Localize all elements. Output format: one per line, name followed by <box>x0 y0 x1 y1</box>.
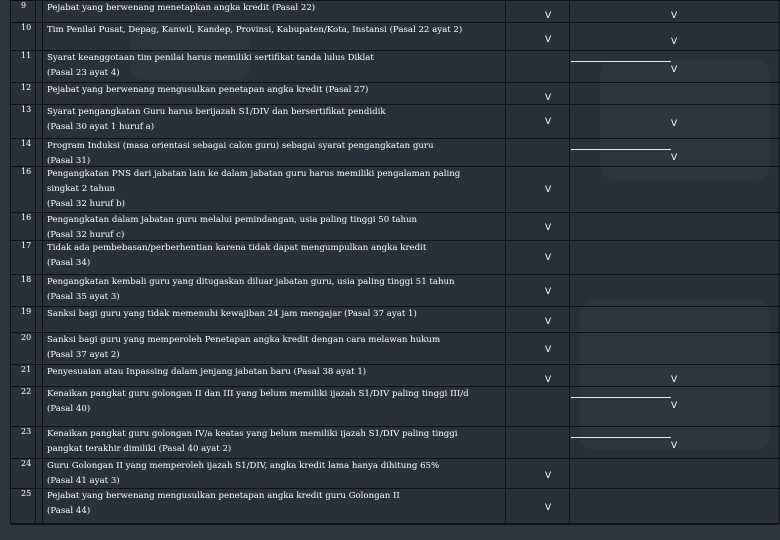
description-line: pangkat terakhir dimiliki (Pasal 40 ayat 2) <box>47 444 232 454</box>
row-description <box>47 1 502 16</box>
check-mark-col2: V <box>671 65 678 75</box>
table-row <box>11 241 779 275</box>
row-description <box>47 23 502 38</box>
check-mark-col1: V <box>545 35 552 45</box>
requirements-table <box>10 0 780 524</box>
description-line: Kenaikan pangkat guru golongan IV/a keatas yang belum memiliki ijazah S1/DIV paling tinggi <box>47 429 458 439</box>
check-mark-col2: V <box>671 401 678 411</box>
table-row <box>11 459 779 489</box>
table-row <box>11 23 779 51</box>
check-mark-col1: V <box>545 471 552 481</box>
arrow-line <box>571 61 671 62</box>
description-line: Syarat keanggotaan tim penilai harus memiliki sertifikat tanda lulus Diklat <box>47 53 374 63</box>
row-description <box>47 105 502 135</box>
check-mark-col1: V <box>545 11 552 21</box>
description-line: (Pasal 44) <box>47 506 91 516</box>
table-row <box>11 387 779 427</box>
row-description <box>47 241 502 271</box>
table-row <box>11 333 779 365</box>
table-row <box>11 213 779 241</box>
description-line: Syarat pengangkatan Guru harus berijazah S1/DIV dan bersertifikat pendidik <box>47 107 386 117</box>
row-number: 13 <box>21 105 32 114</box>
row-number: 25 <box>21 489 32 498</box>
row-number: 24 <box>21 459 32 468</box>
row-number: 12 <box>21 83 32 92</box>
row-description <box>47 365 502 380</box>
arrow-line <box>571 437 671 438</box>
row-description <box>47 213 502 243</box>
row-number: 23 <box>21 427 32 436</box>
description-line: Program Induksi (masa orientasi sebagai calon guru) sebagai syarat pengangkatan guru <box>47 141 434 151</box>
description-line: (Pasal 23 ayat 4) <box>47 68 120 78</box>
table-row <box>11 1 779 23</box>
row-number: 20 <box>21 333 32 342</box>
arrow-line <box>571 149 671 150</box>
description-line: Pengangkatan PNS dari jabatan lain ke dalam jabatan guru harus memiliki pengalaman paling <box>47 169 461 179</box>
check-mark-col2: V <box>671 153 678 163</box>
description-line: Pengangkatan kembali guru yang ditugaskan diluar jabatan guru, usia paling tinggi 51 tahun <box>47 277 455 287</box>
check-mark-col1: V <box>545 185 552 195</box>
description-line: (Pasal 30 ayat 1 huruf a) <box>47 122 155 132</box>
description-line: (Pasal 35 ayat 3) <box>47 292 120 302</box>
row-number: 19 <box>21 307 32 316</box>
check-mark-col1: V <box>545 93 552 103</box>
check-mark-col1: V <box>545 287 552 297</box>
description-line: (Pasal 32 huruf b) <box>47 199 126 209</box>
description-line: Sanksi bagi guru yang tidak memenuhi kewajiban 24 jam mengajar (Pasal 37 ayat 1) <box>47 309 417 319</box>
description-line: (Pasal 40) <box>47 404 91 414</box>
arrow-line <box>571 397 671 398</box>
row-number: 17 <box>21 241 32 250</box>
table-row <box>11 489 779 525</box>
check-mark-col1: V <box>545 223 552 233</box>
row-description <box>47 333 502 363</box>
table-row <box>11 307 779 333</box>
row-number: 22 <box>21 387 32 396</box>
description-line: Tim Penilai Pusat, Depag, Kanwil, Kandep, Provinsi, Kabupaten/Kota, Instansi (Pasal 22 ayat 2) <box>47 25 463 35</box>
check-mark-col2: V <box>671 37 678 47</box>
row-number: 21 <box>21 365 32 374</box>
row-description <box>47 307 502 322</box>
row-number: 11 <box>21 51 32 60</box>
check-mark-col1: V <box>545 253 552 263</box>
row-description <box>47 275 502 305</box>
check-mark-col1: V <box>545 375 552 385</box>
description-line: Sanksi bagi guru yang memperoleh Penetapan angka kredit dengan cara melawan hukum <box>47 335 441 345</box>
row-number: 18 <box>21 275 32 284</box>
row-description <box>47 167 502 212</box>
description-line: Pejabat yang berwenang menetapkan angka kredit (Pasal 22) <box>47 3 316 13</box>
description-line: (Pasal 31) <box>47 156 91 166</box>
row-number: 16 <box>21 167 32 176</box>
check-mark-col2: V <box>671 375 678 385</box>
table-row <box>11 139 779 167</box>
description-line: (Pasal 41 ayat 3) <box>47 476 120 486</box>
table-row <box>11 427 779 459</box>
description-line: Tidak ada pembebasan/perberhentian karena tidak dapat mengumpulkan angka kredit <box>47 243 427 253</box>
row-description <box>47 51 502 81</box>
description-line: singkat 2 tahun <box>47 184 116 194</box>
check-mark-col2: V <box>671 11 678 21</box>
row-description <box>47 387 502 417</box>
description-line: (Pasal 37 ayat 2) <box>47 350 120 360</box>
description-line: Pejabat yang berwenang mengusulkan penetapan angka kredit guru Golongan II <box>47 491 400 501</box>
row-description <box>47 83 502 98</box>
description-line: Guru Golongan II yang memperoleh ijazah S1/DIV, angka kredit lama hanya dihitung 65% <box>47 461 440 471</box>
row-number: 16 <box>21 213 32 222</box>
table-row <box>11 167 779 213</box>
row-description <box>47 459 502 489</box>
check-mark-col1: V <box>545 317 552 327</box>
row-description <box>47 139 502 169</box>
table-row <box>11 275 779 307</box>
description-line: Pengangkatan dalam jabatan guru melalui pemindangan, usia paling tinggi 50 tahun <box>47 215 418 225</box>
description-line: Penyesuaian atau Inpassing dalam jenjang jabatan baru (Pasal 38 ayat 1) <box>47 367 367 377</box>
check-mark-col1: V <box>545 117 552 127</box>
table-row <box>11 365 779 387</box>
table-row <box>11 51 779 83</box>
check-mark-col1: V <box>545 503 552 513</box>
check-mark-col1: V <box>545 345 552 355</box>
table-row <box>11 105 779 139</box>
row-description <box>47 427 502 457</box>
table-row <box>11 83 779 105</box>
description-line: Kenaikan pangkat guru golongan II dan III yang belum memiliki ijazah S1/DIV paling tinggi III/d <box>47 389 469 399</box>
description-line: (Pasal 32 huruf c) <box>47 230 125 240</box>
row-number: 9 <box>21 1 27 10</box>
description-line: Pejabat yang berwenang mengusulkan penetapan angka kredit (Pasal 27) <box>47 85 369 95</box>
row-number: 10 <box>21 23 32 32</box>
check-mark-col2: V <box>671 441 678 451</box>
row-description <box>47 489 502 519</box>
description-line: (Pasal 34) <box>47 258 91 268</box>
row-number: 14 <box>21 139 32 148</box>
check-mark-col2: V <box>671 119 678 129</box>
